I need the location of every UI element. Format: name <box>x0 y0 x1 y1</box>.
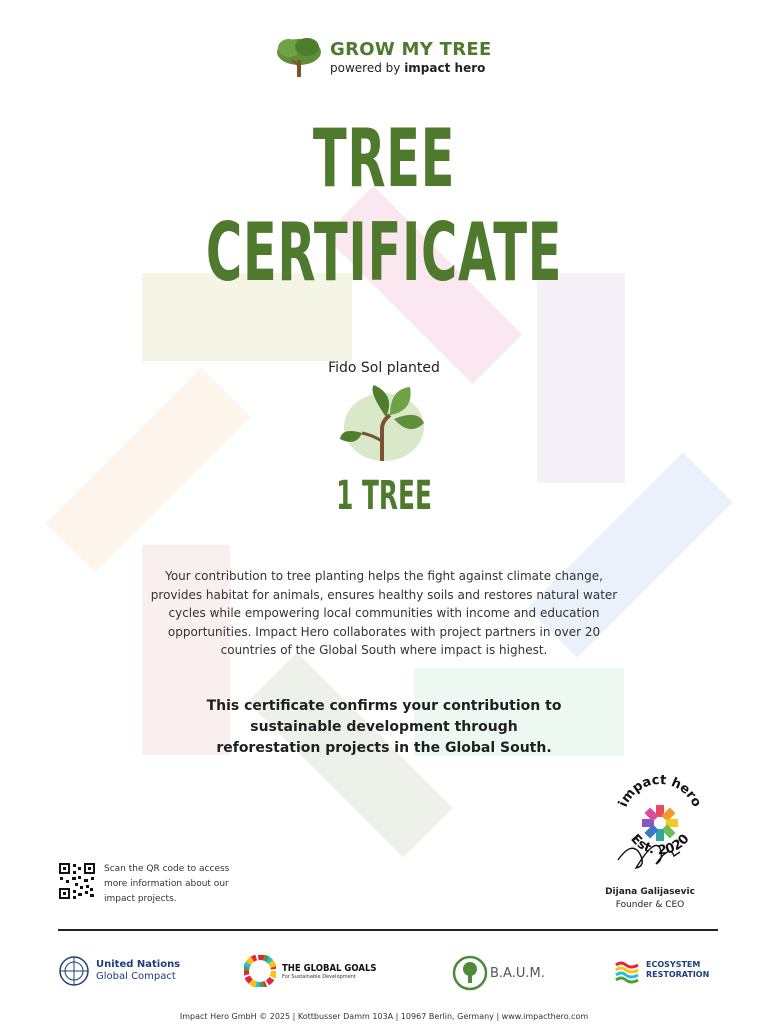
qr-caption: Scan the QR code to access more information about our impact projects. <box>104 864 230 904</box>
planted-by-text: Fido Sol planted <box>328 360 440 376</box>
un-emblem-icon <box>58 955 90 987</box>
seal-est-text: Est. 2020 <box>627 831 693 859</box>
global-goals-wheel-icon <box>244 955 276 987</box>
partner-un-global-compact: United Nations Global Compact <box>58 955 180 987</box>
signer-role: Founder & CEO <box>615 900 685 910</box>
brand-name: GROW MY TREE <box>330 39 492 60</box>
partner-baum: B.A.U.M. <box>452 955 545 991</box>
sapling-icon <box>338 383 430 463</box>
footer-address: Impact Hero GmbH © 2025 | Kottbusser Damm 103A | 10967 Berlin, Germany | www.impacthero.com <box>179 1012 589 1021</box>
divider <box>58 929 718 931</box>
seal-top-text: impact hero <box>615 772 704 810</box>
confirmation-line: reforestation projects in the Global South. <box>216 740 552 756</box>
baum-tree-icon <box>452 955 488 991</box>
signer-name: Dijana Galijasevic <box>605 887 695 897</box>
signer-block <box>590 886 710 912</box>
confirmation-line: sustainable development through <box>250 719 518 735</box>
certificate-title: TREE CERTIFICATE <box>205 112 563 299</box>
confirmation-line: This certificate confirms your contribution to <box>206 698 562 714</box>
bg-block-lilac <box>537 273 625 483</box>
tree-logo-icon <box>274 36 324 80</box>
qr-block <box>58 862 244 907</box>
ecosystem-restoration-icon <box>612 955 642 985</box>
tree-count: 1 TREE <box>336 473 432 519</box>
partner-global-goals: THE GLOBAL GOALS For Sustainable Development <box>244 955 393 987</box>
impact-hero-seal-icon <box>610 768 710 878</box>
brand-header <box>274 36 492 80</box>
partner-ecosystem-restoration: ECOSYSTEM RESTORATION <box>612 955 709 985</box>
confirmation-text <box>190 696 578 759</box>
svg-text:impact hero <box>616 773 704 810</box>
brand-powered-by: powered by impact hero <box>330 61 486 75</box>
description-text: Your contribution to tree planting helps the fight against climate change, provides habitat for animals, ensures healthy soils and restores natural water cycles while empowering local communities with income and education opportunities. Impact Hero collaborates with project partners in over 20 countries of the Global South where impact is highest. <box>150 569 618 657</box>
qr-code-icon[interactable] <box>58 862 96 900</box>
